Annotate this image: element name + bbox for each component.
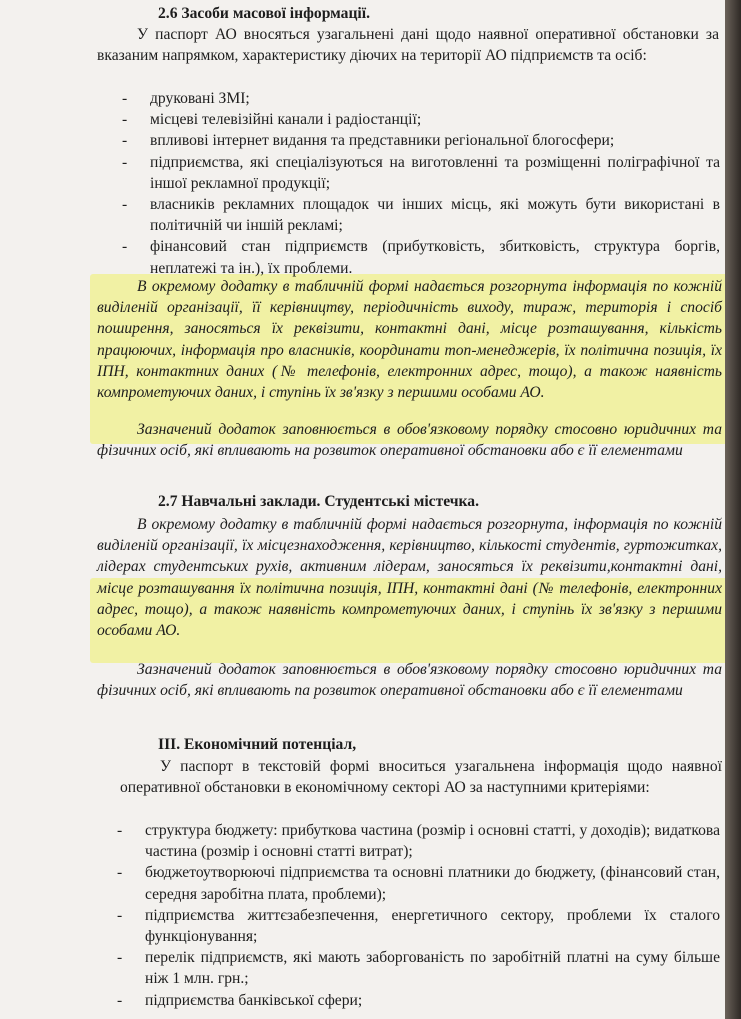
list-item: - фінансовий стан підприємств (прибутковість, збитковість, структура боргів, неплатежі та ін.), їх проблеми.: [122, 238, 720, 277]
page-edge-shadow: [725, 0, 741, 1019]
list-item: - структура бюджету: прибуткова частина (розмір і основні статті, у доходів); видаткова частина (розмір і основні статті витрат);: [117, 822, 720, 861]
list-item: - друковані ЗМІ;: [122, 90, 250, 107]
list-item: - підприємства життєзабезпечення, енергетичного сектору, проблеми їх сталого функціонування;: [117, 906, 720, 946]
list-item: - бюджетоутворюючі підприємства та основні платники до бюджету, (фінансовий стан, середня заробітна плата, проблеми);: [117, 864, 720, 903]
list-item: - місцеві телевізійні канали і радіостанції;: [122, 111, 422, 129]
section-2-7-filled-note: Зазначений додаток заповнюється в обов'язковому порядку стосовно юридичних та фізичних осіб, які впливають па розвиток оперативної обстановки або є її елементами: [97, 661, 722, 700]
section-2-6-list: [122, 88, 720, 279]
list-item: - перелік підприємств, які мають заборгованість по заробітній платні на суму більше ніж 1 млн. грн.;: [117, 949, 720, 988]
list-item: - власників рекламних площадок чи інших місць, які можуть бути використані в політичній чи іншій рекламі;: [122, 196, 720, 235]
list-item: - впливові інтернет видання та представники регіональної блогосфери;: [122, 132, 615, 150]
section-2-6-filled-note: Зазначений додаток заповнюється в обов'язковому порядку стосовно юридичних та фізичних осіб, які впливають на розвиток оперативної обстановки або є її елементами: [97, 421, 722, 460]
list-item: - підприємства банківської сфери;: [117, 991, 363, 1009]
section-3-list: [117, 820, 720, 1011]
section-2-7-heading: 2.7 Навчальні заклади. Студентські містечка.: [158, 493, 480, 510]
section-2-6-intro: У паспорт АО вносяться узагальнені дані щодо наявної оперативної обстановки за вказаним напрямком, характеристику діючих на території АО підприємств та осіб:: [97, 26, 719, 65]
section-3-heading: ІІІ. Економічний потенціал,: [158, 736, 357, 753]
section-3-intro: У паспорт в текстовій формі вноситься узагальнена інформація щодо наявної оперативної обстановки в економічному секторі АО за наступними критеріями:: [120, 758, 722, 797]
section-2-6-heading: 2.6 Засоби масової інформації.: [158, 5, 370, 22]
list-item: - підприємства, які спеціалізуються на виготовленні та розміщенні поліграфічної та іншої рекламної продукції;: [122, 153, 720, 192]
section-2-6-appendix: В окремому додатку в табличній формі надається розгорнута інформація по кожній виділеній організації, її керівництву, періодичність виходу, тираж, територія і спосіб поширення, заносяться їх реквізити, контактні дані, місце розташування, кількість працюючих, інформація про власників, координати топ-менеджерів, їх політична позиція, їх ІПН, контактних даних (№ телефонів, електронних адрес, тощо), а також наявність компрометуючих даних, і ступінь їх зв'язку з першими особами АО.: [97, 278, 722, 402]
section-2-7-appendix: В окремому додатку в табличній формі надається розгорнута, інформація по кожній виділеній організації, їх місцезнаходження, керівництво, кількості студентів, гуртожитках, лідерах студентських рухів, активним лідерам, заносяться їх реквізити,контактні дані, місце розташування їх політична позиція, ІПН, контактні дані (№ телефонів, електронних адрес, тощо), а також наявність компрометуючих даних, і ступінь їх зв'язку з першими особами АО.: [97, 516, 722, 640]
